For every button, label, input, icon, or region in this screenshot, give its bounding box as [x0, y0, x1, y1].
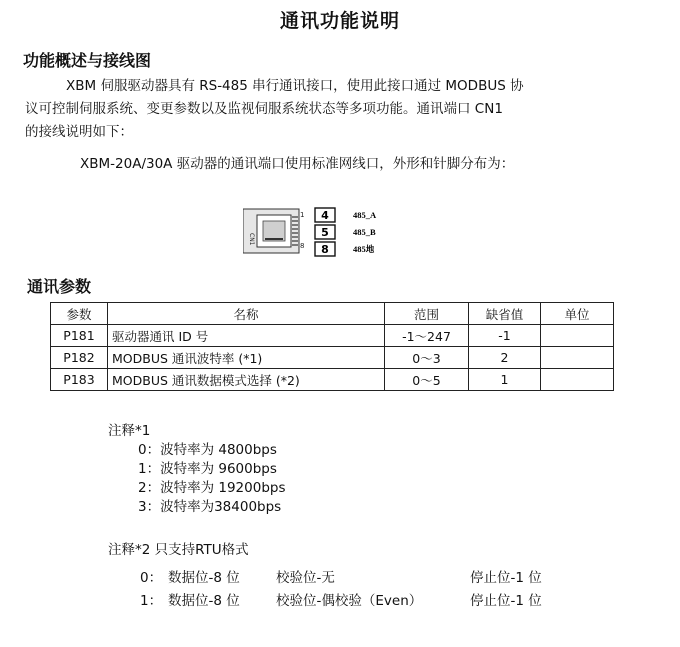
pin-bottom-label: 8 — [300, 242, 305, 250]
overview-line-4: XBM-20A/30A 驱动器的通讯端口使用标准网线口，外形和针脚分布为： — [80, 156, 515, 172]
note1-item: 3：波特率为38400bps — [138, 499, 282, 515]
table-row — [51, 369, 614, 391]
param-code: P181 — [51, 325, 108, 347]
param-range: 0～5 — [385, 369, 469, 391]
param-range: -1～247 — [385, 325, 469, 347]
params-heading: 通讯参数 — [27, 277, 92, 296]
rj45-connector-diagram — [243, 203, 393, 259]
note1-item: 0：波特率为 4800bps — [138, 442, 277, 458]
param-unit — [541, 325, 614, 347]
param-code: P183 — [51, 369, 108, 391]
table-row — [51, 347, 614, 369]
pin-signal: 485地 — [353, 244, 375, 254]
rj45-port-icon — [243, 209, 299, 253]
note1-title: 注释*1 — [108, 423, 151, 439]
page-title: 通讯功能说明 — [279, 10, 400, 32]
note2-parity: 校验位-偶校验（Even） — [276, 593, 423, 609]
connector-label: CN1 — [248, 233, 255, 246]
param-default: -1 — [469, 325, 541, 347]
note2-data-bits: 数据位-8 位 — [168, 570, 240, 586]
col-header-name: 名称 — [108, 303, 385, 325]
param-name: 驱动器通讯 ID 号 — [108, 325, 385, 347]
overview-line-3: 的接线说明如下： — [25, 124, 133, 140]
col-header-range: 范围 — [385, 303, 469, 325]
note2-title: 注释*2 只支持RTU格式 — [108, 542, 249, 558]
overview-line-2: 议可控制伺服系统、变更参数以及监视伺服系统状态等多项功能。通讯端口 CN1 — [25, 101, 503, 117]
pin-number: 5 — [321, 226, 329, 239]
param-unit — [541, 369, 614, 391]
pin-signal: 485_B — [353, 227, 376, 237]
param-name: MODBUS 通讯数据模式选择 (*2) — [108, 369, 385, 391]
table-header-row — [51, 303, 614, 325]
pin-number: 4 — [321, 209, 329, 222]
param-default: 2 — [469, 347, 541, 369]
pin-table — [315, 208, 377, 256]
note1-item: 1：波特率为 9600bps — [138, 461, 277, 477]
params-table — [50, 302, 614, 391]
note1-item: 2：波特率为 19200bps — [138, 480, 286, 496]
param-name: MODBUS 通讯波特率 (*1) — [108, 347, 385, 369]
param-unit — [541, 347, 614, 369]
overview-line-1: XBM 伺服驱动器具有 RS-485 串行通讯接口，使用此接口通过 MODBUS 协 — [66, 78, 524, 94]
col-header-default: 缺省值 — [469, 303, 541, 325]
note2-parity: 校验位-无 — [276, 570, 335, 586]
col-header-unit: 单位 — [541, 303, 614, 325]
param-code: P182 — [51, 347, 108, 369]
note2-index: 1： — [140, 593, 163, 609]
col-header-code: 参数 — [51, 303, 108, 325]
pin-signal: 485_A — [353, 210, 377, 220]
param-default: 1 — [469, 369, 541, 391]
table-row — [51, 325, 614, 347]
note2-stop-bits: 停止位-1 位 — [470, 593, 542, 609]
note2-data-bits: 数据位-8 位 — [168, 593, 240, 609]
note2-index: 0： — [140, 570, 163, 586]
overview-heading: 功能概述与接线图 — [23, 51, 152, 70]
param-range: 0～3 — [385, 347, 469, 369]
pin-number: 8 — [321, 243, 329, 256]
note2-stop-bits: 停止位-1 位 — [470, 570, 542, 586]
pin-top-label: 1 — [300, 211, 305, 219]
